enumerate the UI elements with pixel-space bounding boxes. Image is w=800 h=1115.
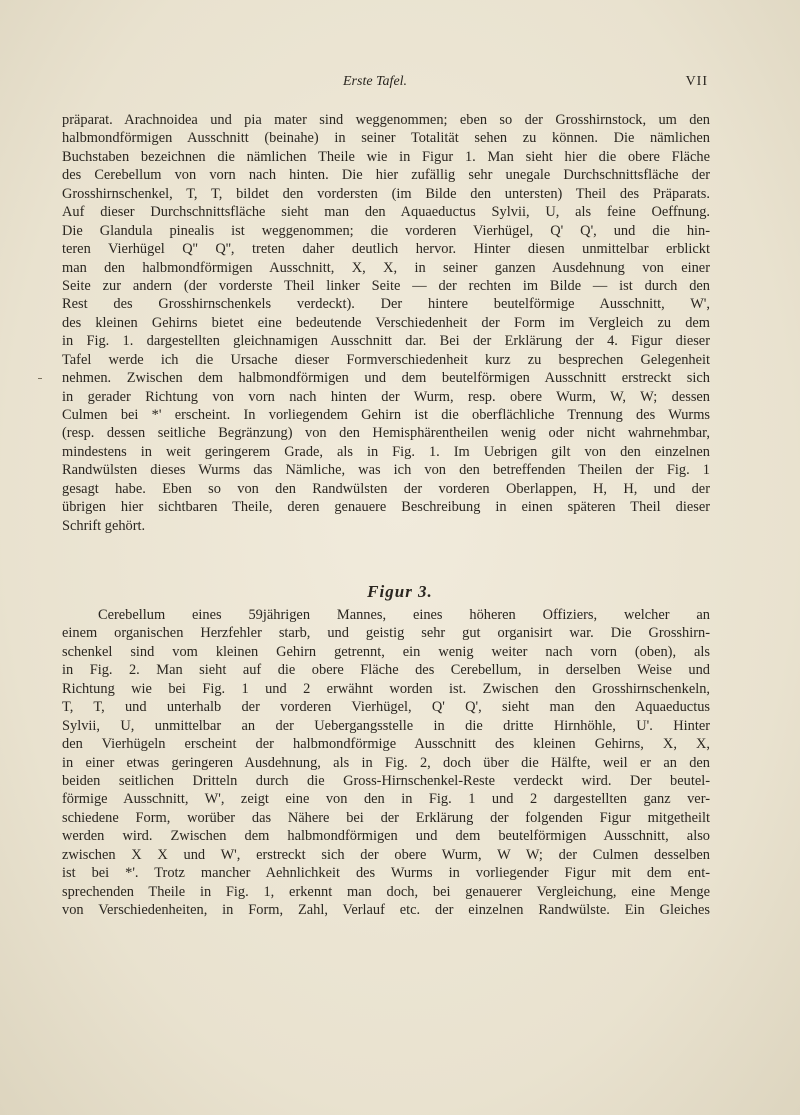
- text-line: Schrift gehört.: [62, 517, 146, 534]
- text-line: zwischen X X und W', erstreckt sich der obere Wurm, W W; der Culmen desselben: [62, 846, 710, 863]
- text-line: schiedene Form, worüber das Nähere bei der Erklärung der folgenden Figur mitgetheilt: [62, 809, 710, 826]
- text-line: Sylvii, U, unmittelbar an der Uebergangsstelle in die dritte Hirnhöhle, U'. Hinter: [62, 717, 710, 734]
- text-line: Cerebellum eines 59jährigen Mannes, eines höheren Offiziers, welcher an: [98, 607, 710, 623]
- text-line: Randwülsten dieses Wurms das Nämliche, was ich von den betreffenden Theilen der Fig. 1: [62, 462, 710, 479]
- text-line: schenkel sind vom kleinen Gehirn getrennt, ein wenig weiter nach vorn (oben), als: [62, 643, 710, 660]
- text-line: werden wird. Zwischen dem halbmondförmigen und dem beutelförmigen Ausschnitt, also: [62, 828, 710, 845]
- paragraph-continuation: [62, 111, 710, 535]
- text-line: Grosshirnschenkel, T, T, bildet den vordersten (im Bilde den untersten) Theil des Präparats.: [62, 185, 710, 202]
- text-line: halbmondförmigen Ausschnitt (beinahe) in seiner Totalität sehen zu können. Die nämlichen: [62, 130, 710, 147]
- running-title: Erste Tafel.: [343, 74, 408, 89]
- paragraph-figure-3: [62, 606, 710, 919]
- running-header: [0, 74, 800, 94]
- text-line: Buchstaben bezeichnen die nämlichen Theile wie in Figur 1. Man sieht hier die obere Fläche: [62, 148, 710, 165]
- text-line: Die Glandula pinealis ist weggenommen; die vorderen Vierhügel, Q' Q', und die hin-: [62, 222, 710, 239]
- figure-heading: Figur 3.: [367, 582, 433, 601]
- margin-mark: [38, 378, 42, 379]
- text-line: von Verschiedenheiten, in Form, Zahl, Verlauf etc. der einzelnen Randwülste. Ein Gleiches: [62, 902, 710, 918]
- text-line: mindestens in weit geringerem Grade, als in Fig. 1. Im Uebrigen gilt von den einzelnen: [62, 443, 710, 460]
- text-line: teren Vierhügel Q'' Q'', treten daher deutlich hervor. Hinter diesen unmittelbar erblickt: [62, 241, 710, 258]
- text-line: Richtung wie bei Fig. 1 und 2 erwähnt worden ist. Zwischen den Grosshirnschenkeln,: [62, 680, 710, 697]
- text-line: Tafel werde ich die Ursache dieser Formverschiedenheit kurz zu besprechen Gelegenheit: [62, 351, 710, 368]
- text-line: (resp. dessen seitliche Begränzung) von den Hemisphärentheilen wenig oder nicht wahrnehmbar,: [62, 425, 710, 442]
- text-line: Seite zur andern (der vorderste Theil linker Seite — der rechten im Bilde — ist durch den: [62, 277, 710, 294]
- text-line: des kleinen Gehirns bietet eine bedeutende Verschiedenheit der Form im Vergleich zu dem: [62, 314, 710, 331]
- text-line: in einer etwas geringeren Ausdehnung, als in Fig. 2, doch über die Hälfte, weil er an den: [62, 754, 710, 771]
- text-line: Auf dieser Durchschnittsfläche sieht man den Aquaeductus Sylvii, U, als feine Oeffnung.: [62, 204, 710, 221]
- text-line: man den halbmondförmigen Ausschnitt, X, X, in seiner ganzen Ausdehnung von einer: [62, 259, 710, 276]
- text-line: einem organischen Herzfehler starb, und geistig sehr gut organisirt war. Die Grosshirn-: [62, 625, 710, 642]
- text-line: in gerader Richtung von vorn nach hinten der Wurm, resp. obere Wurm, W, W; dessen: [62, 388, 710, 405]
- text-line: präparat. Arachnoidea und pia mater sind weggenommen; eben so der Grosshirnstock, um den: [62, 112, 710, 128]
- text-line: in Fig. 2. Man sieht auf die obere Fläche des Cerebellum, in derselben Weise und: [62, 662, 710, 679]
- text-line: in Fig. 1. dargestellten gleichnamigen Ausschnitt dar. Bei der Erklärung der 4. Figur dieser: [62, 333, 710, 350]
- text-line: übrigen hier sichtbaren Theile, deren genauere Beschreibung in einen späteren Theil dieser: [62, 499, 710, 516]
- text-line: ist bei *'. Trotz mancher Aehnlichkeit des Wurms in vorliegender Figur mit dem ent-: [62, 865, 710, 882]
- text-line: gesagt habe. Eben so von den Randwülsten der vorderen Oberlappen, H, H, und der: [62, 480, 710, 497]
- text-line: nehmen. Zwischen dem halbmondförmigen und dem beutelförmigen Ausschnitt erstreckt sich: [62, 370, 710, 387]
- text-line: Culmen bei *' erscheint. In vorliegendem Gehirn ist die oberflächliche Trennung des Wurms: [62, 407, 710, 423]
- text-line: T, T, und unterhalb der vorderen Vierhügel, Q' Q', sieht man den Aquaeductus: [62, 699, 710, 716]
- text-line: des Cerebellum von vorn nach hinten. Die hier zufällig sehr unegale Durchschnittsfläche der: [62, 167, 710, 184]
- text-line: den Vierhügeln erscheint der halbmondförmige Ausschnitt des kleinen Gehirns, X, X,: [62, 736, 710, 753]
- text-line: beiden seitlichen Dritteln durch die Gross-Hirnschenkel-Reste verdeckt wird. Der beutel-: [62, 772, 710, 789]
- text-line: Rest des Grosshirnschenkels verdeckt). Der hintere beutelförmige Ausschnitt, W',: [62, 296, 710, 313]
- page-number: VII: [685, 74, 708, 89]
- text-line: förmige Ausschnitt, W', zeigt eine von den in Fig. 1 und 2 dargestellten ganz ver-: [62, 791, 710, 808]
- text-line: sprechenden Theile in Fig. 1, erkennt man doch, bei genauerer Vergleichung, eine Menge: [62, 883, 710, 900]
